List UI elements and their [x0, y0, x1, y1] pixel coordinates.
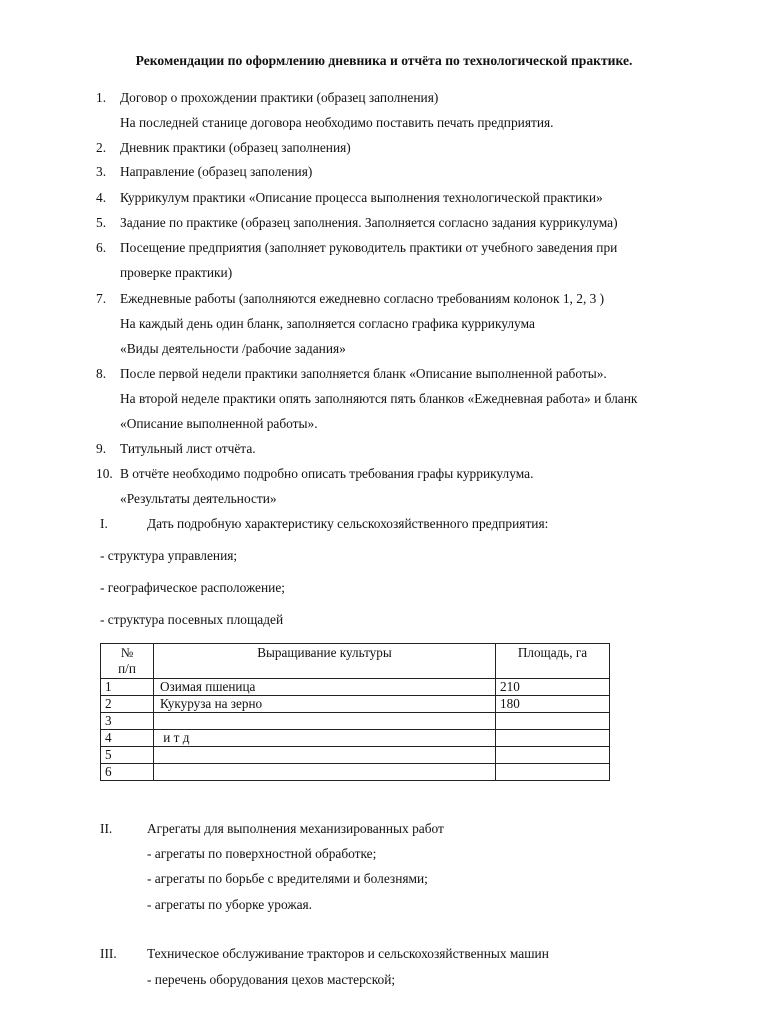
list-number: 10.	[96, 466, 113, 481]
bullet-item: - агрегаты по уборке урожая.	[147, 897, 313, 912]
cell-crop	[154, 747, 496, 764]
list-item: Договор о прохождении практики (образец заполнения)	[120, 90, 439, 105]
table-row	[101, 679, 610, 696]
list-item: После первой недели практики заполняется бланк «Описание выполненной работы».	[120, 366, 607, 381]
cell-area	[496, 747, 610, 764]
cell-area	[496, 730, 610, 747]
bullet-item: - структура управления;	[100, 548, 238, 563]
list-item: Посещение предприятия (заполняет руководитель практики от учебного заведения при	[120, 240, 618, 255]
bullet-item: - перечень оборудования цехов мастерской;	[147, 972, 396, 987]
section-numeral: II.	[100, 821, 113, 836]
list-item: Направление (образец заполения)	[120, 164, 313, 179]
section-heading: Агрегаты для выполнения механизированных работ	[147, 821, 444, 836]
list-item-continuation: «Описание выполненной работы».	[120, 416, 318, 431]
cell-number: 6	[101, 764, 154, 781]
cell-area	[496, 764, 610, 781]
list-number: 3.	[96, 164, 107, 179]
header-number	[101, 644, 154, 679]
cell-area: 180	[496, 696, 610, 713]
list-number: 5.	[96, 215, 107, 230]
list-item-continuation: «Виды деятельности /рабочие задания»	[120, 341, 346, 356]
cell-number: 3	[101, 713, 154, 730]
list-item: Задание по практике (образец заполнения. Заполняется согласно задания куррикулума)	[120, 215, 618, 230]
list-number: 1.	[96, 90, 107, 105]
list-item-continuation: «Результаты деятельности»	[120, 491, 277, 506]
list-item: Дневник практики (образец заполнения)	[120, 140, 351, 155]
cell-number: 5	[101, 747, 154, 764]
cell-crop: Озимая пшеница	[154, 679, 496, 696]
section-heading: Дать подробную характеристику сельскохозяйственного предприятия:	[147, 516, 549, 531]
cell-number: 1	[101, 679, 154, 696]
list-item-continuation: проверке практики)	[120, 265, 233, 280]
list-number: 9.	[96, 441, 107, 456]
cell-crop	[154, 713, 496, 730]
list-number: 8.	[96, 366, 107, 381]
cell-area	[496, 713, 610, 730]
section-heading: Техническое обслуживание тракторов и сельскохозяйственных машин	[147, 946, 549, 961]
list-number: 4.	[96, 190, 107, 205]
section-numeral: III.	[100, 946, 117, 961]
header-number-abbrev: п/п	[118, 661, 136, 676]
section-numeral: I.	[100, 516, 108, 531]
list-item: В отчёте необходимо подробно описать требования графы куррикулума.	[120, 466, 534, 481]
list-number: 6.	[96, 240, 107, 255]
bullet-item: - структура посевных площадей	[100, 612, 284, 627]
list-item: Ежедневные работы (заполняются ежедневно согласно требованиям колонок 1, 2, 3 )	[120, 291, 605, 306]
document-title: Рекомендации по оформлению дневника и отчёта по технологической практике.	[135, 53, 633, 68]
cell-number: 2	[101, 696, 154, 713]
table-row	[101, 747, 610, 764]
list-item-continuation: На второй неделе практики опять заполняются пять бланков «Ежедневная работа» и бланк	[120, 391, 638, 406]
list-item: Титульный лист отчёта.	[120, 441, 256, 456]
header-area: Площадь, га	[496, 644, 610, 679]
cell-crop	[154, 764, 496, 781]
list-item: Куррикулум практики «Описание процесса выполнения технологической практики»	[120, 190, 603, 205]
header-number-symbol: №	[120, 645, 134, 660]
cell-area: 210	[496, 679, 610, 696]
header-crop: Выращивание культуры	[154, 644, 496, 679]
cell-crop: Кукуруза на зерно	[154, 696, 496, 713]
list-number: 2.	[96, 140, 107, 155]
list-item-continuation: На каждый день один бланк, заполняется согласно графика куррикулума	[120, 316, 535, 331]
list-item-continuation: На последней станице договора необходимо поставить печать предприятия.	[120, 115, 554, 130]
bullet-item: - агрегаты по борьбе с вредителями и болезнями;	[147, 871, 428, 886]
cell-number: 4	[101, 730, 154, 747]
bullet-item: - географическое расположение;	[100, 580, 285, 595]
table-row	[101, 730, 610, 747]
list-number: 7.	[96, 291, 107, 306]
table-row	[101, 713, 610, 730]
bullet-item: - агрегаты по поверхностной обработке;	[147, 846, 377, 861]
cell-crop: и т д	[154, 730, 496, 747]
crop-area-table	[100, 643, 610, 781]
table-row	[101, 764, 610, 781]
table-header-row	[101, 644, 610, 679]
table-row	[101, 696, 610, 713]
